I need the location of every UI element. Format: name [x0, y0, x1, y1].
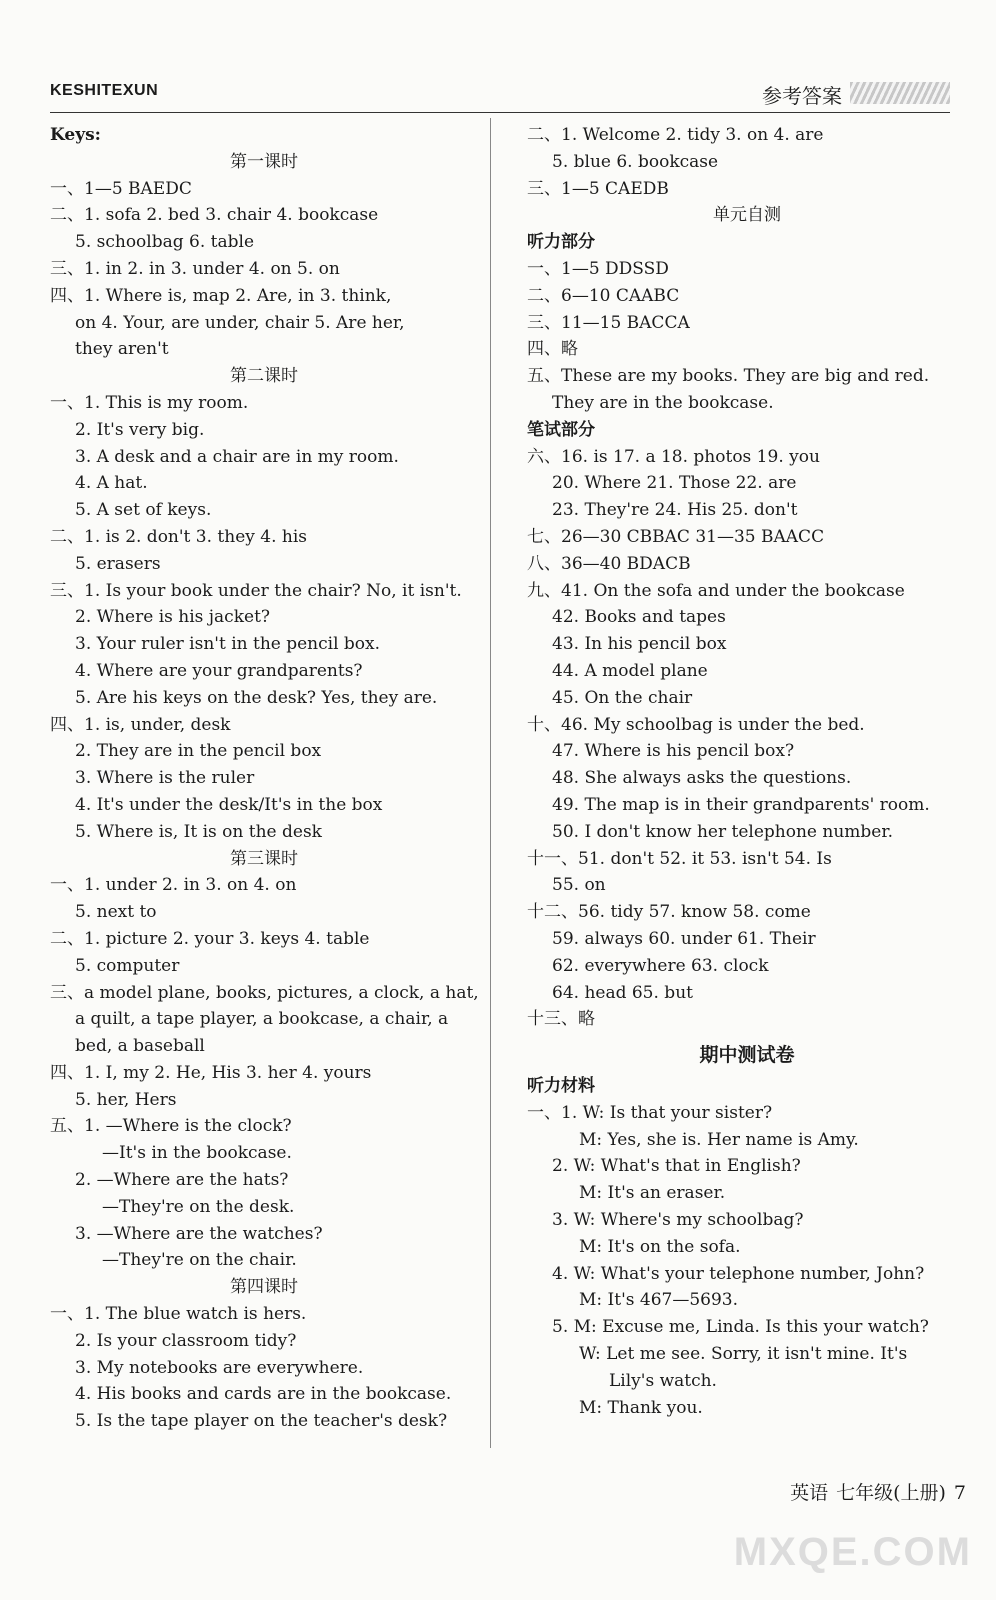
- column-divider: [490, 118, 491, 1448]
- answer-line: They are in the bookcase.: [552, 392, 774, 413]
- answer-line: 三、1—5 CAEDB: [527, 178, 669, 199]
- answer-line: 一、1. under 2. in 3. on 4. on: [50, 875, 297, 896]
- answer-line: they aren't: [75, 339, 169, 360]
- answer-line: 一、1—5 DDSSD: [527, 258, 669, 279]
- answer-line: 49. The map is in their grandparents' room.: [552, 794, 930, 815]
- answer-line: 5. A set of keys.: [75, 500, 212, 521]
- answer-line: 3. Where is the ruler: [75, 768, 255, 789]
- answer-line: M: Thank you.: [579, 1397, 703, 1418]
- answer-line: bed, a baseball: [75, 1036, 205, 1057]
- answer-line: 3. W: Where's my schoolbag?: [552, 1210, 804, 1231]
- answer-line: 二、1. Welcome 2. tidy 3. on 4. are: [527, 125, 824, 145]
- answer-line: 第四课时: [230, 1277, 298, 1298]
- answer-line: 九、41. On the sofa and under the bookcase: [527, 580, 905, 601]
- answer-line: 3. My notebooks are everywhere.: [75, 1357, 364, 1378]
- answer-line: 三、11—15 BACCA: [527, 312, 690, 333]
- answer-line: —It's in the bookcase.: [102, 1143, 292, 1164]
- answer-line: 5. blue 6. bookcase: [552, 151, 719, 172]
- header-title: 参考答案: [762, 84, 842, 108]
- answer-line: 2. —Where are the hats?: [75, 1170, 289, 1191]
- answer-line: 一、1. This is my room.: [50, 392, 249, 413]
- answer-line: —They're on the chair.: [102, 1250, 297, 1271]
- answer-line: 2. Is your classroom tidy?: [75, 1330, 297, 1351]
- page-footer: [782, 1478, 966, 1505]
- answer-line: 三、1. in 2. in 3. under 4. on 5. on: [50, 258, 340, 279]
- answer-line: 一、1. W: Is that your sister?: [527, 1102, 773, 1123]
- answer-line: 五、1. —Where is the clock?: [50, 1116, 292, 1137]
- answer-line: 20. Where 21. Those 22. are: [552, 473, 797, 494]
- answer-line: 四、1. Where is, map 2. Are, in 3. think,: [50, 285, 392, 306]
- answer-line: 5. Are his keys on the desk? Yes, they are.: [75, 687, 438, 708]
- answer-line: 三、a model plane, books, pictures, a clock, a hat,: [50, 982, 479, 1003]
- answer-line: 64. head 65. but: [552, 982, 693, 1003]
- answer-line: 六、16. is 17. a 18. photos 19. you: [527, 446, 820, 467]
- page-header: [50, 80, 950, 108]
- answer-line: 4. It's under the desk/It's in the box: [75, 794, 383, 815]
- answer-line: 单元自测: [713, 205, 781, 226]
- answer-line: 55. on: [552, 875, 606, 896]
- header-divider: [50, 112, 950, 113]
- answer-line: 四、1. I, my 2. He, His 3. her 4. yours: [50, 1062, 372, 1083]
- answer-line: 23. They're 24. His 25. don't: [552, 500, 798, 521]
- answer-line: 听力材料: [527, 1076, 595, 1097]
- header-decoration: [850, 82, 950, 104]
- right-column: [527, 122, 967, 1421]
- answer-line: 5. M: Excuse me, Linda. Is this your watch?: [552, 1317, 929, 1338]
- answer-line: 42. Books and tapes: [552, 607, 726, 628]
- answer-line: 二、1. picture 2. your 3. keys 4. table: [50, 928, 370, 949]
- answer-line: 4. W: What's your telephone number, John?: [552, 1263, 925, 1284]
- page-number: 7: [953, 1482, 966, 1504]
- answer-line: 50. I don't know her telephone number.: [552, 821, 894, 842]
- answer-line: 二、1. is 2. don't 3. they 4. his: [50, 526, 307, 547]
- answer-line: Lily's watch.: [609, 1370, 717, 1391]
- answer-line: 47. Where is his pencil box?: [552, 741, 795, 762]
- answer-line: 四、1. is, under, desk: [50, 714, 231, 735]
- answer-line: 5. Is the tape player on the teacher's desk?: [75, 1411, 448, 1432]
- answer-line: 5. her, Hers: [75, 1089, 177, 1110]
- answer-line: M: Yes, she is. Her name is Amy.: [579, 1129, 859, 1150]
- answer-line: 十一、51. don't 52. it 53. isn't 54. Is: [527, 848, 832, 869]
- answer-line: 一、1. The blue watch is hers.: [50, 1304, 307, 1325]
- answer-line: 二、6—10 CAABC: [527, 285, 680, 306]
- answer-line: 第二课时: [230, 366, 298, 387]
- answer-line: Keys:: [50, 125, 101, 145]
- answer-line: 2. W: What's that in English?: [552, 1156, 801, 1177]
- answer-line: 五、These are my books. They are big and red.: [527, 366, 930, 387]
- answer-line: —They're on the desk.: [102, 1196, 295, 1217]
- footer-grade: 七年级(上册): [836, 1482, 946, 1504]
- left-column: [50, 122, 478, 1435]
- answer-line: 期中测试卷: [699, 1044, 795, 1067]
- answer-line: 七、26—30 CBBAC 31—35 BAACC: [527, 526, 825, 547]
- answer-line: 3. A desk and a chair are in my room.: [75, 446, 399, 467]
- answer-line: on 4. Your, are under, chair 5. Are her,: [75, 312, 405, 333]
- answer-line: 十、46. My schoolbag is under the bed.: [527, 714, 865, 735]
- answer-line: W: Let me see. Sorry, it isn't mine. It's: [579, 1344, 908, 1365]
- answer-line: 5. erasers: [75, 553, 161, 574]
- answer-line: 2. It's very big.: [75, 419, 205, 440]
- answer-line: 四、略: [527, 339, 578, 360]
- answer-line: 5. schoolbag 6. table: [75, 232, 254, 253]
- footer-subject: 英语: [790, 1482, 829, 1504]
- answer-line: 三、1. Is your book under the chair? No, it isn't.: [50, 580, 462, 601]
- answer-line: 45. On the chair: [552, 687, 693, 708]
- brand-name: KESHITEXUN: [50, 82, 159, 99]
- answer-line: 5. computer: [75, 955, 180, 976]
- answer-line: a quilt, a tape player, a bookcase, a chair, a: [75, 1009, 449, 1030]
- answer-line: 3. —Where are the watches?: [75, 1223, 323, 1244]
- answer-line: 59. always 60. under 61. Their: [552, 928, 816, 949]
- answer-line: 第一课时: [230, 151, 298, 172]
- answer-line: 3. Your ruler isn't in the pencil box.: [75, 634, 381, 655]
- answer-line: 5. Where is, It is on the desk: [75, 821, 322, 842]
- answer-line: 62. everywhere 63. clock: [552, 955, 769, 976]
- answer-line: 5. next to: [75, 902, 157, 923]
- answer-line: 听力部分: [527, 232, 595, 253]
- answer-line: 43. In his pencil box: [552, 634, 727, 655]
- answer-line: 笔试部分: [527, 419, 595, 440]
- answer-line: M: It's 467—5693.: [579, 1290, 739, 1311]
- answer-line: 十三、略: [527, 1009, 595, 1030]
- answer-line: 4. His books and cards are in the bookcase.: [75, 1384, 452, 1405]
- answer-line: 48. She always asks the questions.: [552, 768, 852, 789]
- answer-line: 十二、56. tidy 57. know 58. come: [527, 902, 811, 923]
- answer-line: 4. Where are your grandparents?: [75, 660, 363, 681]
- answer-line: 2. They are in the pencil box: [75, 741, 322, 762]
- answer-line: 一、1—5 BAEDC: [50, 178, 192, 199]
- answer-line: 二、1. sofa 2. bed 3. chair 4. bookcase: [50, 205, 379, 226]
- answer-line: 44. A model plane: [552, 660, 708, 681]
- watermark: MXQE.COM: [733, 1530, 972, 1574]
- answer-line: 第三课时: [230, 848, 298, 869]
- answer-line: M: It's an eraser.: [579, 1183, 726, 1204]
- answer-line: 八、36—40 BDACB: [527, 553, 691, 574]
- answer-line: 4. A hat.: [75, 473, 148, 494]
- answer-line: 2. Where is his jacket?: [75, 607, 271, 628]
- answer-line: M: It's on the sofa.: [579, 1236, 741, 1257]
